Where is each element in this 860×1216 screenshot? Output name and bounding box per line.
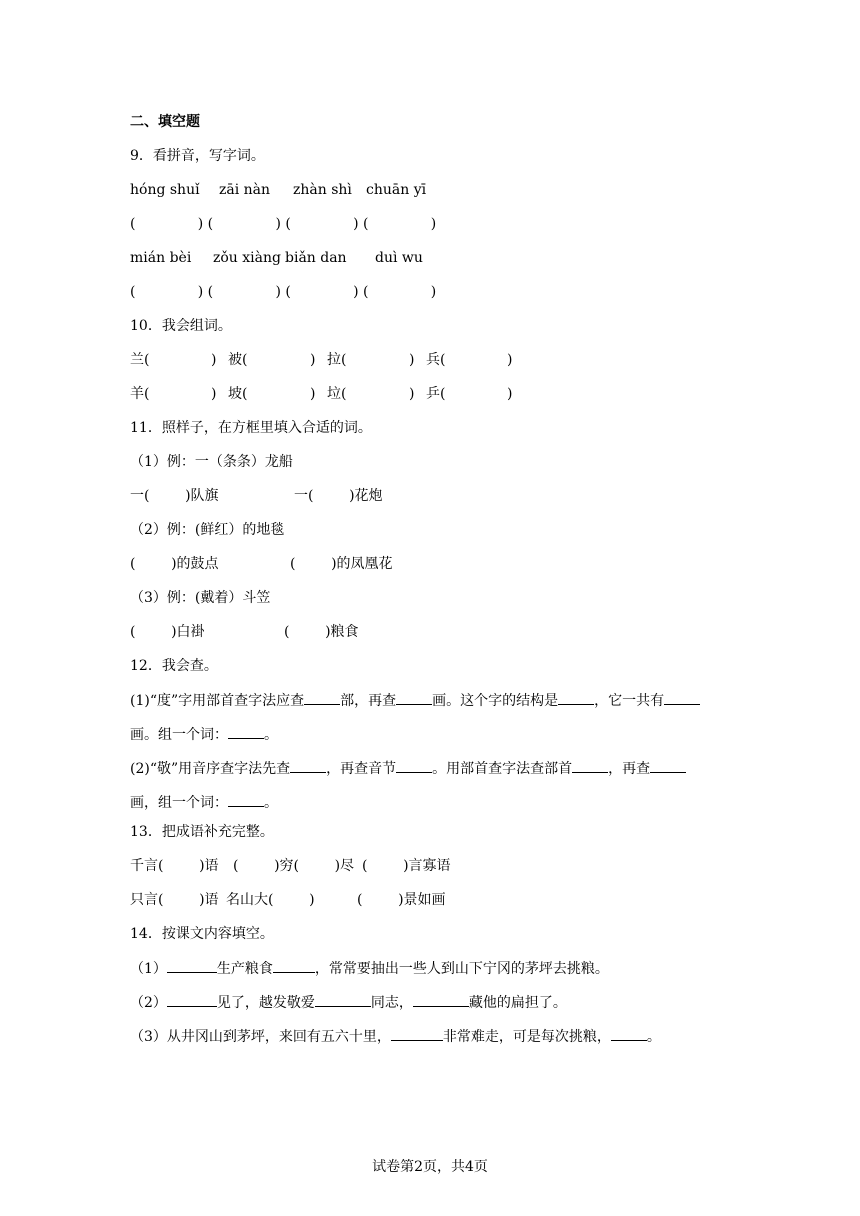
word-blank-close: ) bbox=[310, 352, 316, 368]
word-blank-close: ) bbox=[310, 386, 316, 402]
answer-blank[interactable] bbox=[391, 1026, 443, 1041]
word-blank-open[interactable]: 拉( bbox=[327, 352, 347, 368]
word-blank-close: ) bbox=[211, 386, 217, 402]
answer-blank[interactable] bbox=[228, 792, 264, 807]
answer-blank[interactable] bbox=[413, 992, 469, 1007]
q11-item[interactable]: ( )的凤凰花 bbox=[290, 556, 393, 572]
q11-item[interactable]: ( )白褂 bbox=[130, 624, 205, 640]
word-blank-open[interactable]: 兵( bbox=[426, 352, 446, 368]
answer-blank[interactable] bbox=[167, 958, 217, 973]
q14-line-3 bbox=[130, 1026, 661, 1047]
pinyin: zhàn shì bbox=[293, 182, 352, 198]
word-blank-close: ) bbox=[409, 386, 415, 402]
answer-blank[interactable] bbox=[650, 758, 686, 773]
idiom-item[interactable]: 只言( )语 bbox=[130, 892, 219, 908]
word-blank-open[interactable]: 坡( bbox=[228, 386, 248, 402]
text: (2)“敬”用音序查字法先查 bbox=[130, 761, 291, 777]
text: （3）从井冈山到茅坪，来回有五六十里， bbox=[130, 1029, 391, 1045]
answer-blank[interactable] bbox=[611, 1026, 647, 1041]
text: （2） bbox=[130, 995, 167, 1011]
pinyin: zǒu xiàng bbox=[213, 250, 281, 266]
answer-blank[interactable] bbox=[273, 958, 315, 973]
q9-blank-row2[interactable]: ( ) ( ) ( ) ( ) bbox=[130, 284, 437, 300]
word-blank-close: ) bbox=[409, 352, 415, 368]
word-blank-open[interactable]: 羊( bbox=[130, 386, 150, 402]
text: (1)“度”字用部首查字法应查 bbox=[130, 693, 305, 709]
idiom-item[interactable]: 千言( )语 bbox=[130, 858, 219, 874]
word-blank-close: ) bbox=[507, 386, 513, 402]
word-blank-close: ) bbox=[507, 352, 513, 368]
text: 画。组一个词： bbox=[130, 727, 228, 743]
text: 。 bbox=[264, 727, 278, 743]
q9-blank-row1[interactable]: ( ) ( ) ( ) ( ) bbox=[130, 216, 437, 232]
pinyin: zāi nàn bbox=[219, 182, 271, 198]
text: 。用部首查字法查部首 bbox=[432, 761, 573, 777]
q11-item[interactable]: ( )粮食 bbox=[284, 624, 359, 640]
answer-blank[interactable] bbox=[396, 690, 432, 705]
q14-line-2 bbox=[130, 992, 567, 1013]
word-blank-close: ) bbox=[211, 352, 217, 368]
q12-line-3 bbox=[130, 758, 686, 779]
text: ，再查音节 bbox=[326, 761, 397, 777]
idiom-item[interactable]: ( )言寡语 bbox=[362, 858, 451, 874]
answer-blank[interactable] bbox=[290, 758, 326, 773]
pinyin: duì wu bbox=[375, 250, 423, 266]
pinyin: biǎn dan bbox=[285, 250, 347, 266]
word-blank-open[interactable]: 兰( bbox=[130, 352, 150, 368]
answer-blank[interactable] bbox=[304, 690, 340, 705]
text: 见了，越发敬爱 bbox=[216, 995, 315, 1011]
q11-prompt: 11．照样子，在方框里填入合适的词。 bbox=[130, 420, 372, 436]
q12-line-1 bbox=[130, 690, 700, 711]
idiom-item[interactable]: ( )景如画 bbox=[357, 892, 446, 908]
answer-blank[interactable] bbox=[558, 690, 594, 705]
answer-blank[interactable] bbox=[396, 758, 432, 773]
q12-line-2 bbox=[130, 724, 278, 745]
answer-blank[interactable] bbox=[315, 992, 371, 1007]
text: ，它一共有 bbox=[594, 693, 665, 709]
text: 画，组一个词： bbox=[130, 795, 228, 811]
q11-item[interactable]: 一( )队旗 bbox=[130, 488, 219, 504]
text: ，常常要抽出一些人到山下宁冈的茅坪去挑粮。 bbox=[314, 961, 609, 977]
q11-item[interactable]: 一( )花炮 bbox=[294, 488, 383, 504]
q10-prompt: 10．我会组词。 bbox=[130, 318, 232, 334]
q14-prompt: 14．按课文内容填空。 bbox=[130, 926, 274, 942]
text: 。 bbox=[264, 795, 278, 811]
text: 生产粮食 bbox=[216, 961, 273, 977]
answer-blank[interactable] bbox=[167, 992, 217, 1007]
q11-example-1: （1）例：一（条条）龙船 bbox=[130, 454, 293, 470]
word-blank-open[interactable]: 被( bbox=[228, 352, 248, 368]
q13-prompt: 13．把成语补充完整。 bbox=[130, 824, 274, 840]
answer-blank[interactable] bbox=[664, 690, 700, 705]
text: ，再查 bbox=[608, 761, 651, 777]
text: 藏他的扁担了。 bbox=[468, 995, 567, 1011]
q12-prompt: 12．我会查。 bbox=[130, 658, 218, 674]
q12-line-4 bbox=[130, 792, 278, 813]
text: 同志， bbox=[370, 995, 413, 1011]
text: 部，再查 bbox=[340, 693, 397, 709]
q9-prompt: 9．看拼音，写字词。 bbox=[130, 148, 265, 164]
q11-example-3: （3）例：(戴着）斗笠 bbox=[130, 590, 271, 606]
idiom-item[interactable]: 名山大( ) bbox=[226, 892, 315, 908]
pinyin: chuān yī bbox=[366, 182, 427, 198]
answer-blank[interactable] bbox=[572, 758, 608, 773]
text: 。 bbox=[646, 1029, 661, 1045]
pinyin: mián bèi bbox=[130, 250, 192, 266]
q14-line-1 bbox=[130, 958, 609, 979]
text: 非常难走，可是每次挑粮， bbox=[442, 1029, 611, 1045]
word-blank-open[interactable]: 垃( bbox=[327, 386, 347, 402]
section-title: 二、填空题 bbox=[130, 114, 200, 130]
text: 画。这个字的结构是 bbox=[432, 693, 559, 709]
q11-item[interactable]: ( )的鼓点 bbox=[130, 556, 219, 572]
page-footer: 试卷第2页，共4页 bbox=[372, 1159, 488, 1175]
answer-blank[interactable] bbox=[228, 724, 264, 739]
idiom-item[interactable]: ( )穷( )尽 bbox=[233, 858, 355, 874]
word-blank-open[interactable]: 乒( bbox=[426, 386, 446, 402]
text: （1） bbox=[130, 961, 167, 977]
pinyin: hóng shuǐ bbox=[130, 182, 200, 198]
q11-example-2: （2）例：(鲜红）的地毯 bbox=[130, 522, 285, 538]
